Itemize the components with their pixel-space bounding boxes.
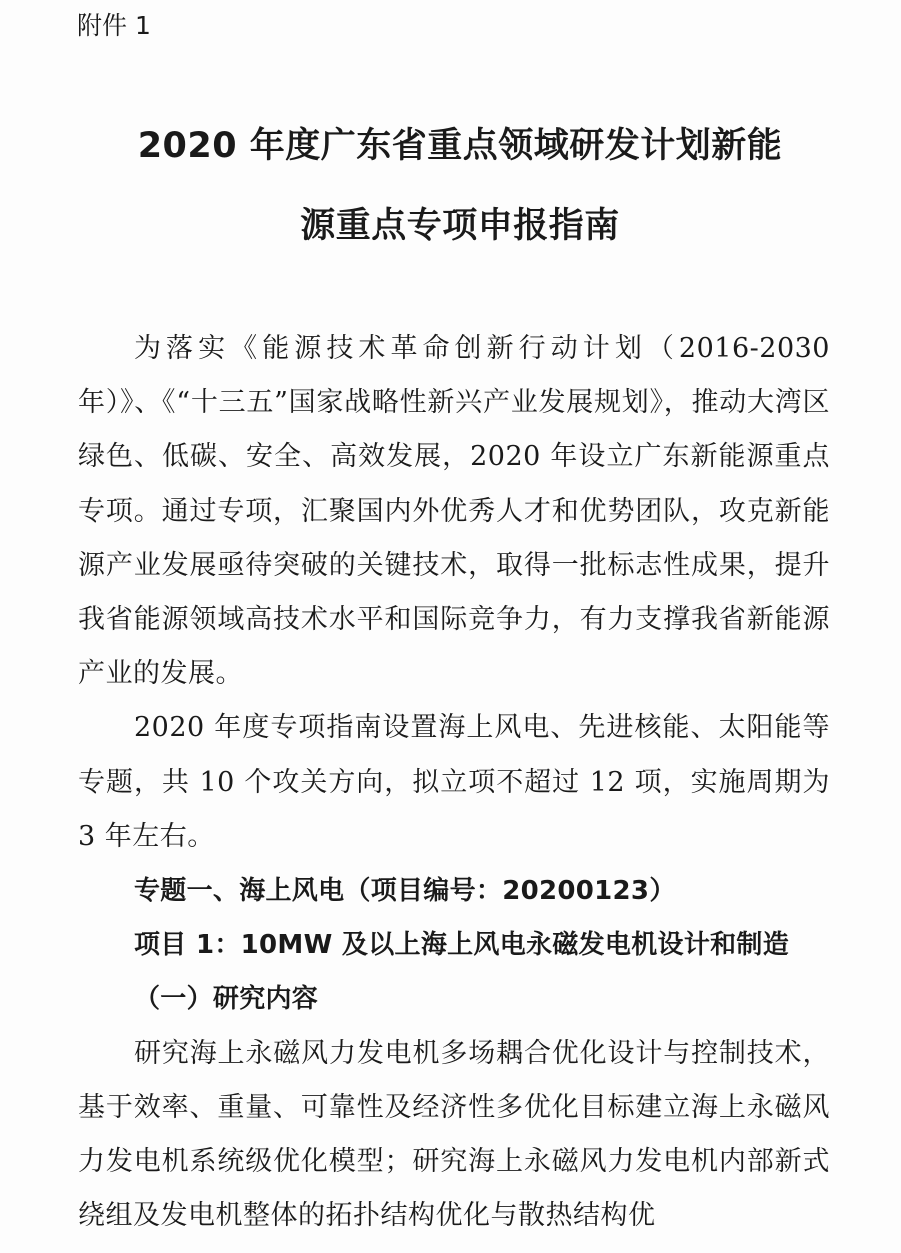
section-heading: （一）研究内容 (134, 984, 319, 1015)
scope-paragraph: 2020 年度专项指南设置海上风电、先进核能、太阳能等专题，共 10 个攻关方向，拟立项不超过 12 项，实施周期为 3 年左右。 (78, 712, 830, 852)
research-paragraph: 研究海上永磁风力发电机多场耦合优化设计与控制技术，基于效率、重量、可靠性及经济性多优化目标建立海上永磁风力发电机系统级优化模型；研究海上永磁风力发电机内部新式绕组及发电机整体的拓扑结构优化与散热结构优 (78, 1037, 830, 1232)
topic-heading: 专题一、海上风电（项目编号：20200123） (134, 876, 676, 907)
title-line-1: 2020 年度广东省重点领域研发计划新能 (137, 126, 783, 166)
intro-paragraph: 为落实《能源技术革命创新行动计划（2016-2030 年）》、《“十三五”国家战略性新兴产业发展规划》，推动大湾区绿色、低碳、安全、高效发展，2020 年设立广东新能源重点专项。通过专项，汇聚国内外优秀人才和优势团队，攻克新能源产业发展亟待突破的关键技术，取得一批标志性成果，提升我省能源领域高技术水平和国际竞争力，有力支撑我省新能源产业的发展。 (78, 333, 830, 690)
attachment-label: 附件 1 (77, 11, 151, 40)
project-heading: 项目 1：10MW 及以上海上风电永磁发电机设计和制造 (134, 930, 790, 961)
title-line-2: 源重点专项申报指南 (300, 206, 620, 246)
document-title (80, 106, 840, 266)
document-body (78, 322, 830, 1243)
